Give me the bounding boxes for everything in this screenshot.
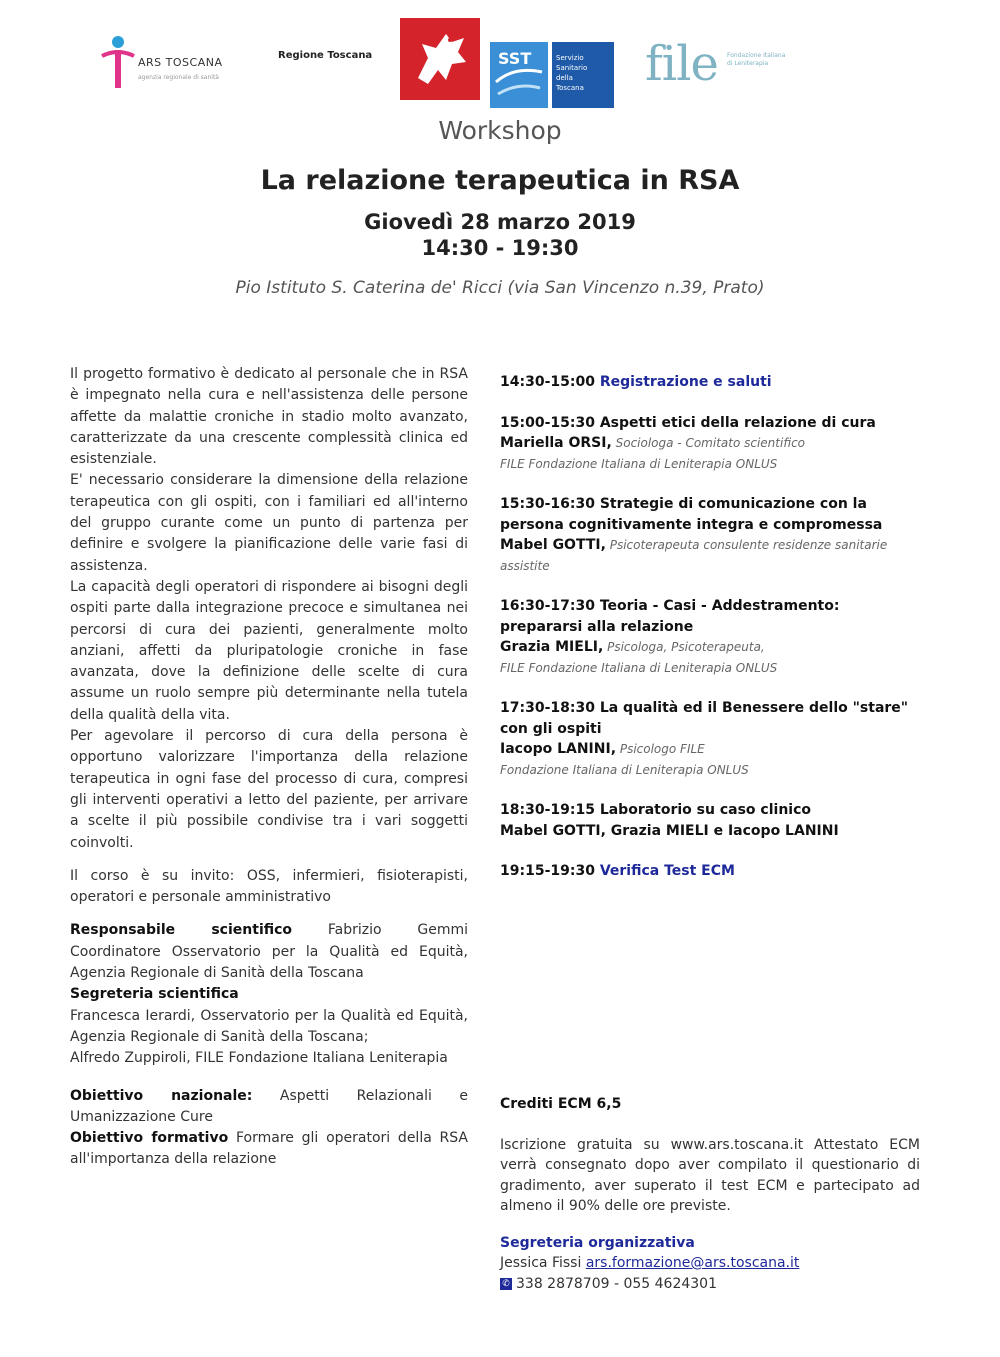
session-time: 19:15-19:30 [500, 863, 595, 879]
session-speaker-role: Psicologa, Psicoterapeuta, [603, 640, 765, 654]
program-session [500, 800, 920, 841]
national-objective-label: Obiettivo nazionale: [70, 1087, 253, 1104]
event-time: 14:30 - 19:30 [421, 236, 579, 260]
phone-icon: ✆ [500, 1278, 512, 1290]
registration-info: Iscrizione gratuita su www.ars.toscana.it Attestato ECM verrà consegnato dopo aver compilato il questionario di gradimento, aver superato il test ECM e partecipato ad almeno il 90% delle ore previste. [500, 1136, 920, 1214]
svg-text:Sanitario: Sanitario [556, 64, 588, 72]
session-speaker: Mariella ORSI, [500, 435, 612, 451]
organizer-email-link[interactable]: ars.formazione@ars.toscana.it [585, 1255, 800, 1271]
session-time: 16:30-17:30 [500, 598, 595, 614]
session-heading [500, 596, 920, 637]
pegaso-logo [400, 18, 480, 100]
training-objective-text: Formare gli operatori della RSA all'importanza della relazione [70, 1130, 469, 1168]
session-speaker-line [500, 535, 920, 576]
session-speaker-role: Psicoterapeuta consulente residenze sanitarie assistite [500, 538, 888, 573]
training-objective-label: Obiettivo formativo [70, 1130, 229, 1147]
training-objective [70, 1128, 468, 1171]
scientific-secretariat-text: Francesca Ierardi, Osservatorio per la Qualità ed Equità, Agenzia Regionale di Sanità della Toscana; [70, 1007, 468, 1045]
organizer-phone [500, 1274, 920, 1295]
session-title: Registrazione e saluti [599, 374, 772, 390]
program-column [500, 372, 920, 902]
session-heading [500, 413, 920, 434]
logo-strip [0, 14, 1000, 114]
national-objective [70, 1086, 468, 1129]
intro-paragraph: E' necessario considerare la dimensione della relazione terapeutica con gli ospiti, con i familiari ed all'interno del gruppo curante come un punto di partenza per definire e svolgere la pianificazione delle varie fasi di assistenza. [70, 472, 468, 574]
description-column [70, 364, 468, 1171]
organizer-name: Jessica Fissi [500, 1255, 586, 1271]
credits-block [500, 1094, 920, 1294]
scientific-secretariat-label: Segreteria scientifica [70, 986, 239, 1003]
session-speaker-role: Psicologo FILE [616, 742, 705, 756]
session-heading [500, 494, 920, 535]
session-heading [500, 800, 920, 821]
session-speaker-line [500, 821, 920, 842]
organizing-contact [500, 1253, 920, 1274]
pegasus-icon [400, 18, 480, 100]
intro-paragraph: Per agevolare il percorso di cura della persona è opportuno valorizzare l'importanza della relazione terapeutica in ogni fase del processo di cura, compresi gli interventi operativi a letto del paziente, per arrivare a scelte il più possibile condivise tra i vari soggetti coinvolti. [70, 728, 468, 851]
organizer-phone-number: 338 2878709 - 055 4624301 [516, 1275, 717, 1292]
svg-text:Servizio: Servizio [556, 54, 584, 62]
session-speaker-affiliation: FILE Fondazione Italiana di Leniterapia ONLUS [500, 456, 778, 471]
session-time: 15:00-15:30 [500, 414, 595, 431]
program-session [500, 372, 920, 393]
session-title: Teoria - Casi - Addestramento: prepararsi alla relazione [500, 598, 840, 635]
session-heading [500, 861, 920, 882]
file-logo-text: file [645, 36, 718, 92]
session-title: Aspetti etici della relazione di cura [599, 414, 876, 431]
session-title: Laboratorio su caso clinico [599, 802, 812, 818]
event-title: La relazione terapeutica in RSA [260, 165, 740, 196]
session-time: 14:30-15:00 [500, 374, 595, 390]
file-logo-subtext: Fondazione Italiana di Leniterapia [727, 52, 786, 67]
program-session [500, 413, 920, 475]
session-speaker-line [500, 739, 920, 760]
session-speaker-role: Sociologa - Comitato scientifico [611, 436, 806, 450]
sst-logo [490, 42, 614, 108]
event-header [0, 116, 1000, 298]
regione-toscana-logo: Regione Toscana [278, 50, 373, 61]
scientific-responsible [70, 920, 468, 984]
event-kicker: Workshop [438, 116, 562, 145]
session-title: Strategie di comunicazione con la persona cognitivamente integra e compromessa [500, 496, 883, 533]
session-heading [500, 372, 920, 393]
ars-logo-text: ARS TOSCANA [138, 56, 223, 69]
session-time: 15:30-16:30 [500, 496, 595, 512]
scientific-secretariat-text: Alfredo Zuppiroli, FILE Fondazione Italiana Leniterapia [70, 1050, 448, 1067]
session-speaker: Iacopo LANINI, [500, 741, 617, 757]
session-speaker-line [500, 433, 920, 454]
ecm-credits: Crediti ECM 6,5 [500, 1096, 622, 1112]
session-speaker: Mabel GOTTI, Grazia MIELI e Iacopo LANINI [500, 822, 839, 839]
svg-text:Toscana: Toscana [556, 84, 584, 92]
scientific-responsible-label: Responsabile scientifico [70, 922, 293, 939]
intro-paragraph: La capacità degli operatori di rispondere ai bisogni degli ospiti parte dalla integrazione precoce e simultanea nei percorsi di cura dei pazienti, generalmente molto anziani, affetti da pluripatologie croniche in fase avanzata, dove la definizione delle scelte di cura assume un ruolo sempre più determinante nella tutela della qualità della vita. [70, 578, 468, 723]
session-time: 18:30-19:15 [500, 802, 595, 818]
svg-text:SST: SST [498, 49, 532, 68]
event-date: Giovedì 28 marzo 2019 [364, 210, 636, 234]
ars-toscana-logo [100, 34, 260, 94]
svg-text:della: della [556, 74, 573, 82]
session-title: La qualità ed il Benessere dello "stare" con gli ospiti [500, 700, 909, 737]
organizing-secretariat-label: Segreteria organizzativa [500, 1234, 695, 1251]
audience-paragraph: Il corso è su invito: OSS, infermieri, fisioterapisti, operatori e personale amministrativo [70, 867, 468, 906]
session-title: Verifica Test ECM [599, 863, 735, 879]
program-session [500, 596, 920, 678]
ars-figure-icon [100, 34, 136, 94]
session-speaker-line [500, 637, 920, 658]
intro-paragraph: Il progetto formativo è dedicato al personale che in RSA è impegnato nella cura e nell'assistenza delle persone affette da malattie croniche in stadio molto avanzato, caratterizzate da una crescente complessità clinica ed esistenziale. [70, 366, 468, 468]
session-heading [500, 698, 920, 739]
session-speaker: Mabel GOTTI, [500, 537, 606, 553]
national-objective-text: Aspetti Relazionali e Umanizzazione Cure [70, 1087, 468, 1125]
program-session [500, 494, 920, 576]
session-speaker: Grazia MIELI, [500, 639, 604, 655]
scientific-responsible-text: Fabrizio Gemmi Coordinatore Osservatorio per la Qualità ed Equità, Agenzia Regionale di Sanità della Toscana [70, 922, 468, 982]
program-session [500, 698, 920, 780]
session-speaker-affiliation: Fondazione Italiana di Leniterapia ONLUS [500, 762, 749, 777]
ars-logo-subtext: agenzia regionale di sanità [138, 74, 219, 81]
event-venue: Pio Istituto S. Caterina de' Ricci (via San Vincenzo n.39, Prato) [235, 278, 765, 298]
session-speaker-affiliation: FILE Fondazione Italiana di Leniterapia ONLUS [500, 660, 778, 675]
session-time: 17:30-18:30 [500, 700, 595, 716]
sst-badge-icon [490, 42, 614, 108]
file-logo [645, 36, 785, 106]
program-session [500, 861, 920, 882]
